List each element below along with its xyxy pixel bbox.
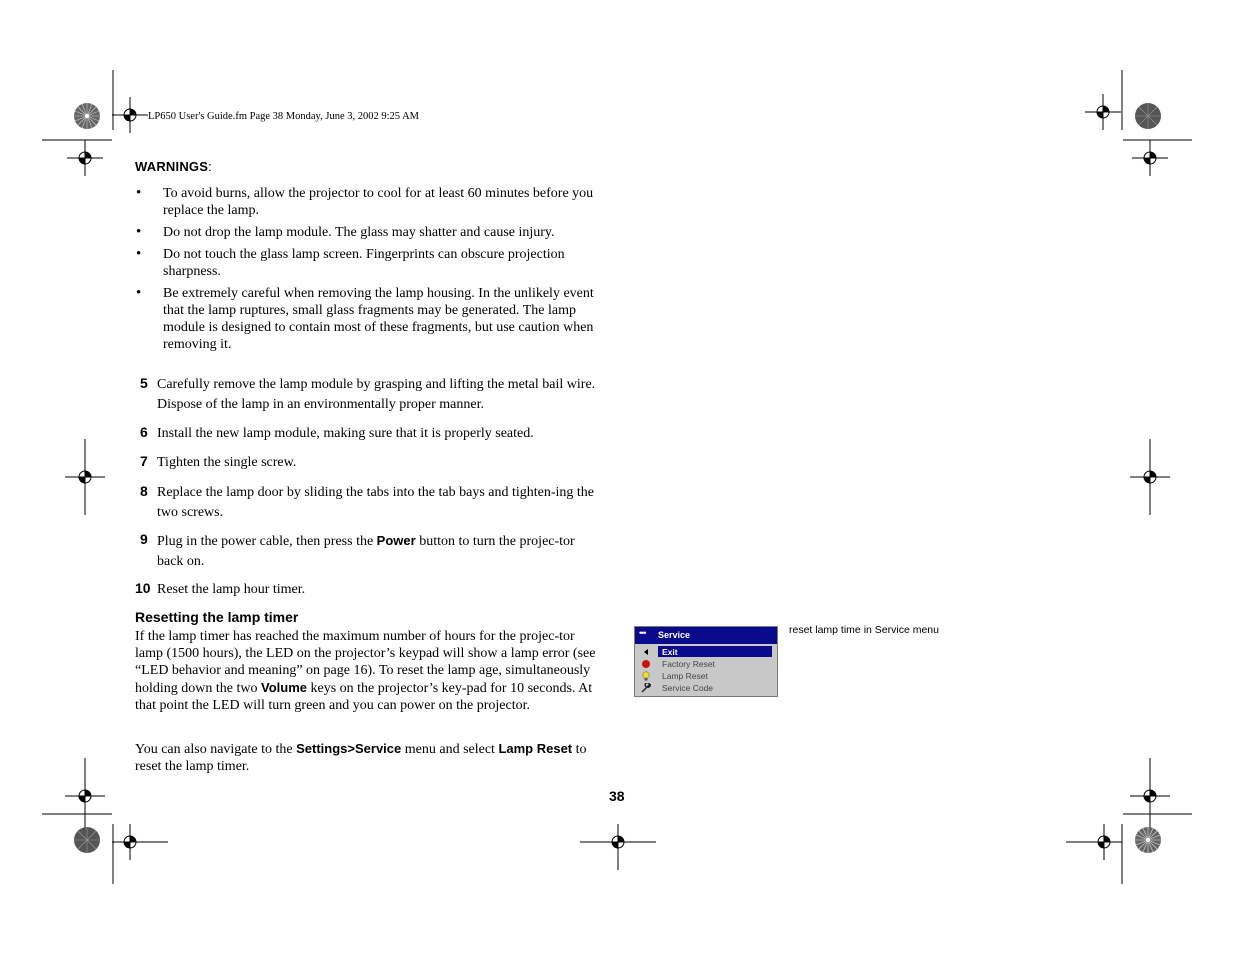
step-text: Reset the lamp hour timer. xyxy=(157,582,306,597)
step-number: 5 xyxy=(140,375,148,391)
warnings-colon: : xyxy=(208,159,212,174)
settings-service-keyword: Settings>Service xyxy=(296,741,402,756)
menu-item-lamp-reset[interactable] xyxy=(635,670,777,682)
bullet-dot: • xyxy=(136,246,142,262)
step-text: Tighten the single screw. xyxy=(157,455,297,470)
service-menu-title: Service xyxy=(658,630,691,640)
paragraph-text: You can also navigate to the xyxy=(135,742,297,757)
menu-item-label: Lamp Reset xyxy=(662,671,708,681)
service-menu-body xyxy=(635,644,777,696)
step-number: 6 xyxy=(140,424,148,440)
section-paragraph xyxy=(135,628,605,714)
volume-keyword: Volume xyxy=(261,680,307,695)
warning-item: Do not drop the lamp module. The glass may shatter and cause injury. xyxy=(163,225,555,240)
paragraph-text: menu and select xyxy=(401,742,499,757)
step-text: Carefully remove the lamp module by grasping and lifting the metal bail wire. Dispose of the lamp in an environmentally proper manner. xyxy=(157,377,596,412)
registration-target-icon xyxy=(1130,758,1170,834)
red-circle-icon xyxy=(641,659,651,669)
service-menu-screenshot xyxy=(634,626,778,697)
step-text xyxy=(157,531,602,571)
paragraph-text: If the lamp timer has reached the maximum number of hours for the projec-tor lamp (1500 hours), the LED on the projector’s keypad will show a lamp error (see “LED behavior and meaning” on page 16). To reset the lamp age, simultaneously holding down the two xyxy=(135,629,596,696)
warnings-heading xyxy=(135,159,212,174)
section-title: Resetting the lamp timer xyxy=(135,609,299,625)
step-number: 8 xyxy=(140,483,148,499)
registration-target-icon xyxy=(580,822,656,862)
power-keyword: Power xyxy=(376,533,416,548)
starburst-disc-icon xyxy=(1134,102,1162,130)
registration-target-icon xyxy=(1130,439,1170,515)
starburst-disc-icon xyxy=(73,102,101,130)
paragraph-text: keys on the projector’s key-pad for 10 seconds. At that point the LED will turn green and you can power on the projector. xyxy=(135,681,593,713)
step-number: 10 xyxy=(135,580,151,596)
registration-target-icon xyxy=(112,822,168,862)
bullet-dot: • xyxy=(136,285,142,301)
page-number: 38 xyxy=(609,788,625,804)
back-arrow-icon xyxy=(641,647,651,657)
paragraph-text: to reset the lamp timer. xyxy=(135,742,587,774)
menu-item-label: Service Code xyxy=(662,683,714,693)
menu-item-label: Factory Reset xyxy=(662,659,715,669)
lightbulb-icon xyxy=(641,671,651,681)
lamp-reset-keyword: Lamp Reset xyxy=(498,741,573,756)
warning-item: Be extremely careful when removing the lamp housing. In the unlikely event that the lamp ruptures, small glass fragments may be generated. The lamp module is designed to contain most of these fragments, but use caution when removing it. xyxy=(163,286,594,352)
registration-target-icon xyxy=(65,138,105,178)
registration-target-icon xyxy=(65,758,105,834)
service-menu-titlebar xyxy=(635,627,777,644)
warning-item: Do not touch the glass lamp screen. Fingerprints can obscure projection sharpness. xyxy=(163,247,565,279)
step-text-part: Plug in the power cable, then press the xyxy=(157,534,377,549)
registration-target-icon xyxy=(1083,92,1123,132)
step-text-part: button to turn the projec-tor back on. xyxy=(157,534,575,569)
step-text: Replace the lamp door by sliding the tabs into the tab bays and tighten-ing the two screws. xyxy=(157,485,595,520)
wrench-icon xyxy=(641,683,651,693)
starburst-disc-icon xyxy=(73,826,101,854)
registration-target-icon xyxy=(1130,138,1170,178)
registration-target-icon xyxy=(65,439,105,515)
menu-dots-icon: ••• xyxy=(639,628,646,638)
menu-item-exit[interactable] xyxy=(635,646,777,658)
bullet-dot: • xyxy=(136,185,142,201)
registration-target-icon xyxy=(110,95,150,135)
bullet-dot: • xyxy=(136,224,142,240)
warning-item: To avoid burns, allow the projector to cool for at least 60 minutes before you replace the lamp. xyxy=(163,186,594,218)
menu-item-service-code[interactable] xyxy=(635,682,777,694)
step-text: Install the new lamp module, making sure that it is properly seated. xyxy=(157,426,534,441)
menu-item-factory-reset[interactable] xyxy=(635,658,777,670)
warnings-heading-text: WARNINGS xyxy=(135,159,209,174)
step-number: 7 xyxy=(140,453,148,469)
section-paragraph xyxy=(135,740,605,775)
menu-item-label: Exit xyxy=(662,647,678,657)
step-number: 9 xyxy=(140,531,148,547)
file-header: LP650 User's Guide.fm Page 38 Monday, June 3, 2002 9:25 AM xyxy=(148,111,419,122)
starburst-disc-icon xyxy=(1134,826,1162,854)
figure-caption: reset lamp time in Service menu xyxy=(789,624,939,636)
registration-target-icon xyxy=(1066,822,1122,862)
